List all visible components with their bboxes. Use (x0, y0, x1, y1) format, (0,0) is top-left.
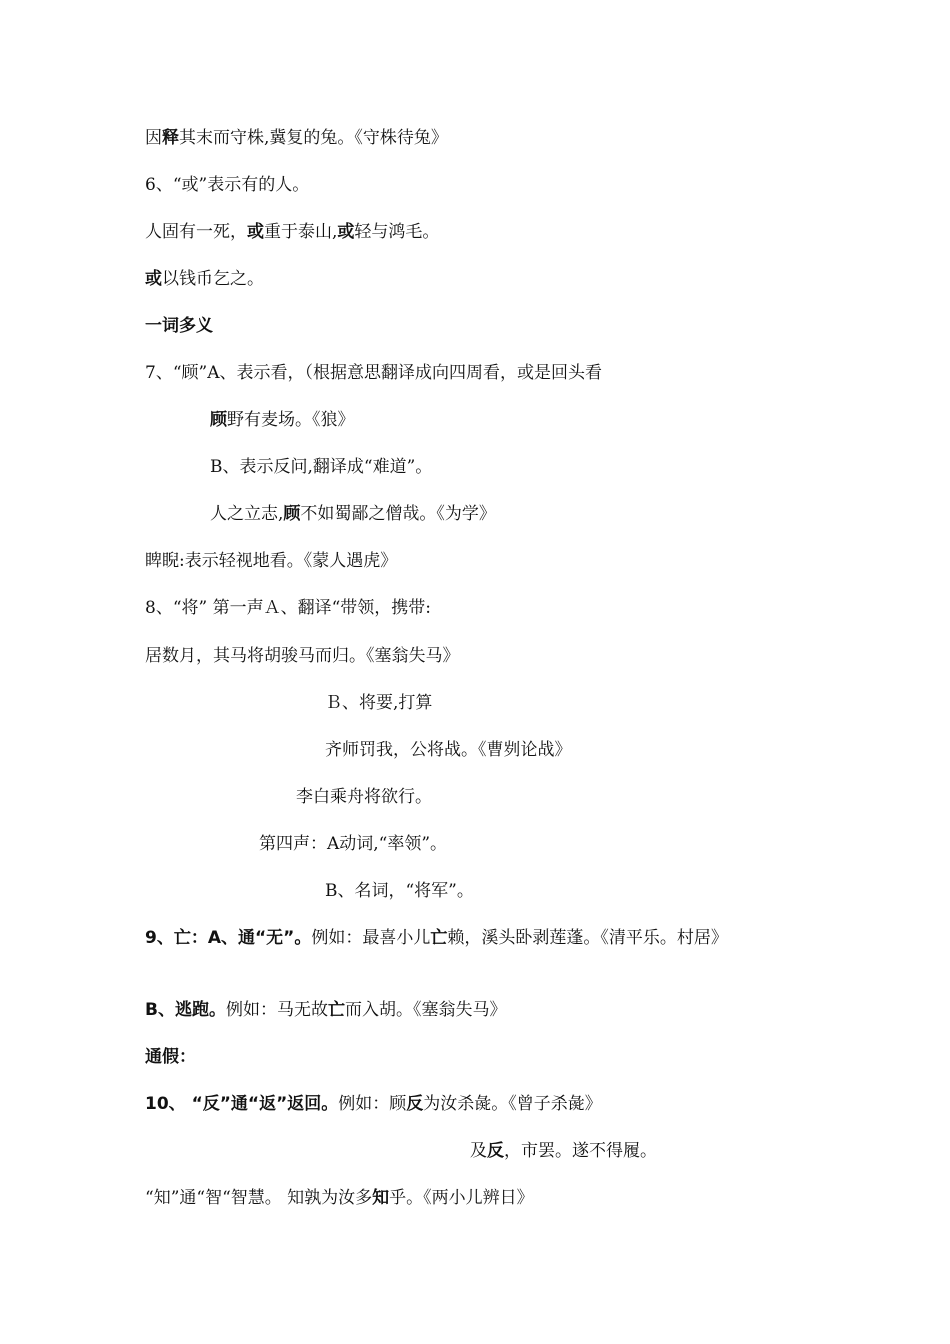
bold-text-segment: 反 (487, 1141, 504, 1161)
text-segment: 人固有一死， (145, 222, 247, 242)
text-line-21 (145, 1092, 602, 1116)
bold-text-segment: 知 (372, 1188, 390, 1208)
text-segment: 例如：顾 (338, 1094, 407, 1114)
text-segment: 及 (470, 1141, 487, 1161)
text-segment: 7、“顾”A、表示看，（根据意思翻译成向四周看，或是回头看 (145, 363, 602, 383)
text-segment: 乎。《两小儿辨日》 (389, 1188, 534, 1208)
text-segment: 李白乘舟将欲行。 (296, 787, 432, 807)
text-segment: 例如：马无故 (225, 1000, 328, 1020)
text-line-23 (145, 1186, 534, 1210)
text-segment: ，市罢。遂不得履。 (504, 1141, 657, 1161)
text-line-10 (145, 549, 397, 573)
text-segment: 第四声：A动词,“率领”。 (259, 834, 448, 854)
text-segment: 野有麦场。《狼》 (227, 410, 355, 430)
text-segment: Ｂ、将要,打算 (325, 693, 433, 713)
bold-text-segment: 或 (337, 222, 355, 242)
text-segment: B、表示反问,翻译成“难道”。 (210, 457, 433, 477)
text-line-3 (145, 220, 439, 244)
text-segment: 为汝杀彘。《曾子杀彘》 (423, 1094, 602, 1114)
text-segment: 其末而守株,冀复的兔。《守株待兔》 (179, 128, 448, 148)
bold-text-segment: 或 (145, 269, 162, 289)
text-segment: 以钱币乞之。 (162, 269, 264, 289)
text-segment: 重于泰山, (264, 222, 338, 242)
text-line-16 (259, 832, 447, 856)
text-segment: 睥睨:表示轻视地看。《蒙人遇虎》 (145, 551, 398, 571)
text-line-6 (145, 361, 602, 385)
bold-text-segment: 亡 (327, 1000, 345, 1020)
bold-text-segment: 一词多义 (145, 316, 213, 336)
section-heading-tongjia (145, 1045, 196, 1069)
text-line-18 (145, 926, 805, 950)
text-line-19 (145, 998, 506, 1022)
text-segment: 齐师罚我，公将战。《曹刿论战》 (325, 740, 572, 760)
text-segment: 轻与鸿毛。 (354, 222, 440, 242)
text-line-9 (210, 502, 496, 526)
text-segment: 而入胡。《塞翁失马》 (344, 1000, 507, 1020)
text-segment: “知”通“智“智慧。 知孰为汝多 (145, 1188, 373, 1208)
text-line-7 (210, 408, 355, 432)
bold-text-segment: 顾 (210, 410, 227, 430)
text-line-1 (145, 126, 448, 150)
text-line-17 (325, 879, 474, 903)
text-segment: 因 (145, 128, 162, 148)
text-line-22 (470, 1139, 657, 1163)
text-line-2 (145, 173, 309, 197)
bold-text-segment: 9、亡：A、通“无”。 (145, 928, 312, 948)
text-segment: 6、“或”表示有的人。 (145, 175, 310, 195)
text-line-12 (145, 644, 460, 668)
bold-text-segment: B、逃跑。 (145, 1000, 226, 1020)
bold-text-segment: 或 (247, 222, 264, 242)
text-line-13 (325, 691, 432, 715)
bold-text-segment: 反 (406, 1094, 424, 1114)
text-line-15 (296, 785, 432, 809)
text-line-11 (145, 596, 431, 620)
bold-text-segment: 通假： (145, 1047, 196, 1067)
bold-text-segment: 10、 “反”通“返”返回。 (145, 1094, 339, 1114)
text-line-14 (325, 738, 572, 762)
text-segment: 8、“将” 第一声Ａ、翻译“带领，携带: (145, 598, 432, 618)
text-line-8 (210, 455, 432, 479)
text-line-4 (145, 267, 264, 291)
bold-text-segment: 顾 (283, 504, 301, 524)
text-segment: 例如：最喜小儿 (311, 928, 431, 948)
text-segment: 赖，溪头卧剥莲蓬。《清平乐。村居》 (447, 928, 728, 948)
bold-text-segment: 亡 (430, 928, 448, 948)
text-segment: 居数月，其马将胡骏马而归。《塞翁失马》 (145, 646, 460, 666)
section-heading-polysemy (145, 314, 213, 338)
bold-text-segment: 释 (162, 128, 179, 148)
text-segment: 不如蜀鄙之僧哉。《为学》 (300, 504, 496, 524)
text-segment: 人之立志, (210, 504, 284, 524)
text-segment: B、名词，“将军”。 (325, 881, 474, 901)
